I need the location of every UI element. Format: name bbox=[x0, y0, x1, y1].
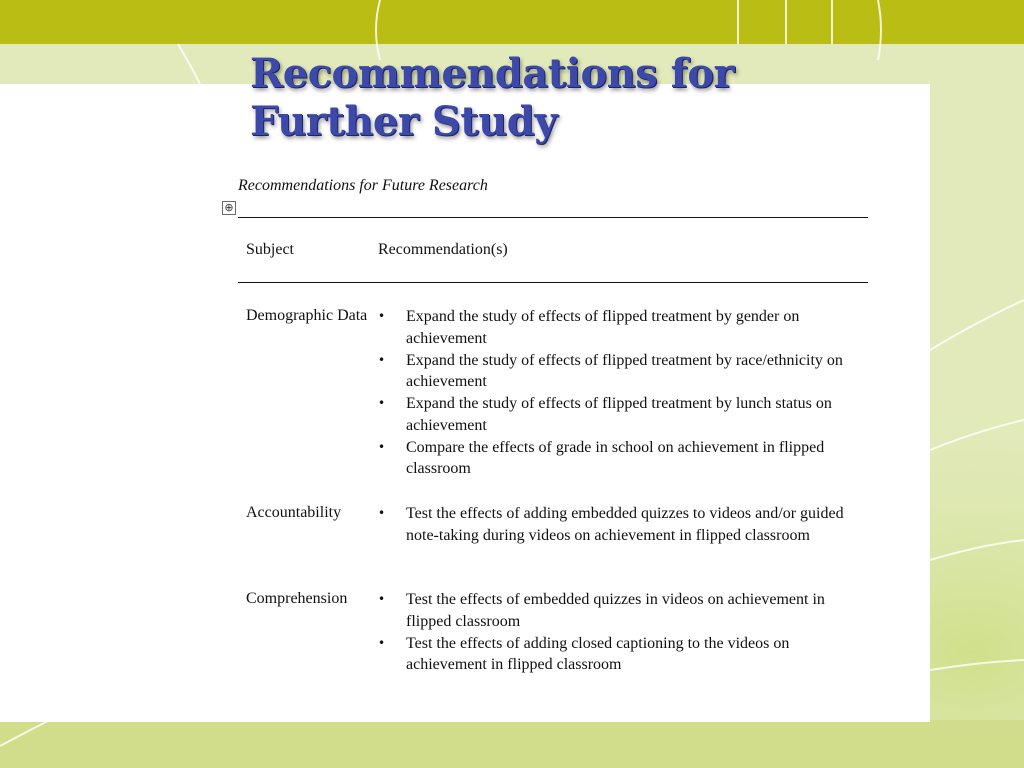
bullet-icon: • bbox=[378, 309, 386, 323]
list-item: • Expand the study of effects of flipped treatment by gender on achievement bbox=[378, 308, 800, 347]
table-top-rule bbox=[238, 217, 868, 218]
row-subject-comprehension: Comprehension bbox=[246, 590, 348, 607]
header-recommendation: Recommendation(s) bbox=[378, 241, 508, 258]
table-caption: Recommendations for Future Research bbox=[238, 177, 488, 194]
table-header-rule bbox=[238, 282, 868, 283]
bullet-icon: • bbox=[378, 352, 386, 367]
list-item: • Test the effects of adding closed captioning to the videos on achievement in flipped classroom bbox=[378, 634, 790, 673]
row-subject-demographic: Demographic Data bbox=[246, 307, 368, 324]
bullet-icon: • bbox=[378, 396, 386, 410]
bullet-icon: • bbox=[378, 506, 386, 520]
bullet-icon: • bbox=[378, 439, 386, 454]
bullet-icon: • bbox=[378, 592, 386, 606]
list-item: • Expand the study of effects of flipped treatment by lunch status on achievement bbox=[378, 395, 832, 434]
list-item: • Test the effects of embedded quizzes in videos on achievement in flipped classroom bbox=[378, 591, 825, 630]
slide-title: Recommendations for Further Study bbox=[250, 50, 735, 145]
row-items-demographic bbox=[378, 306, 864, 480]
move-handle-icon[interactable]: ⊕ bbox=[222, 201, 236, 215]
row-items-accountability bbox=[378, 503, 864, 547]
header-subject: Subject bbox=[246, 241, 294, 258]
list-item: • Expand the study of effects of flipped treatment by race/ethnicity on achievement bbox=[378, 351, 843, 390]
list-item: • Test the effects of adding embedded quizzes to videos and/or guided note-taking during videos on achievement in flipped classroom bbox=[378, 505, 844, 544]
row-items-comprehension bbox=[378, 589, 864, 676]
row-subject-accountability: Accountability bbox=[246, 504, 342, 521]
bullet-icon: • bbox=[378, 635, 386, 650]
list-item: • Compare the effects of grade in school on achievement in flipped classroom bbox=[378, 438, 825, 477]
